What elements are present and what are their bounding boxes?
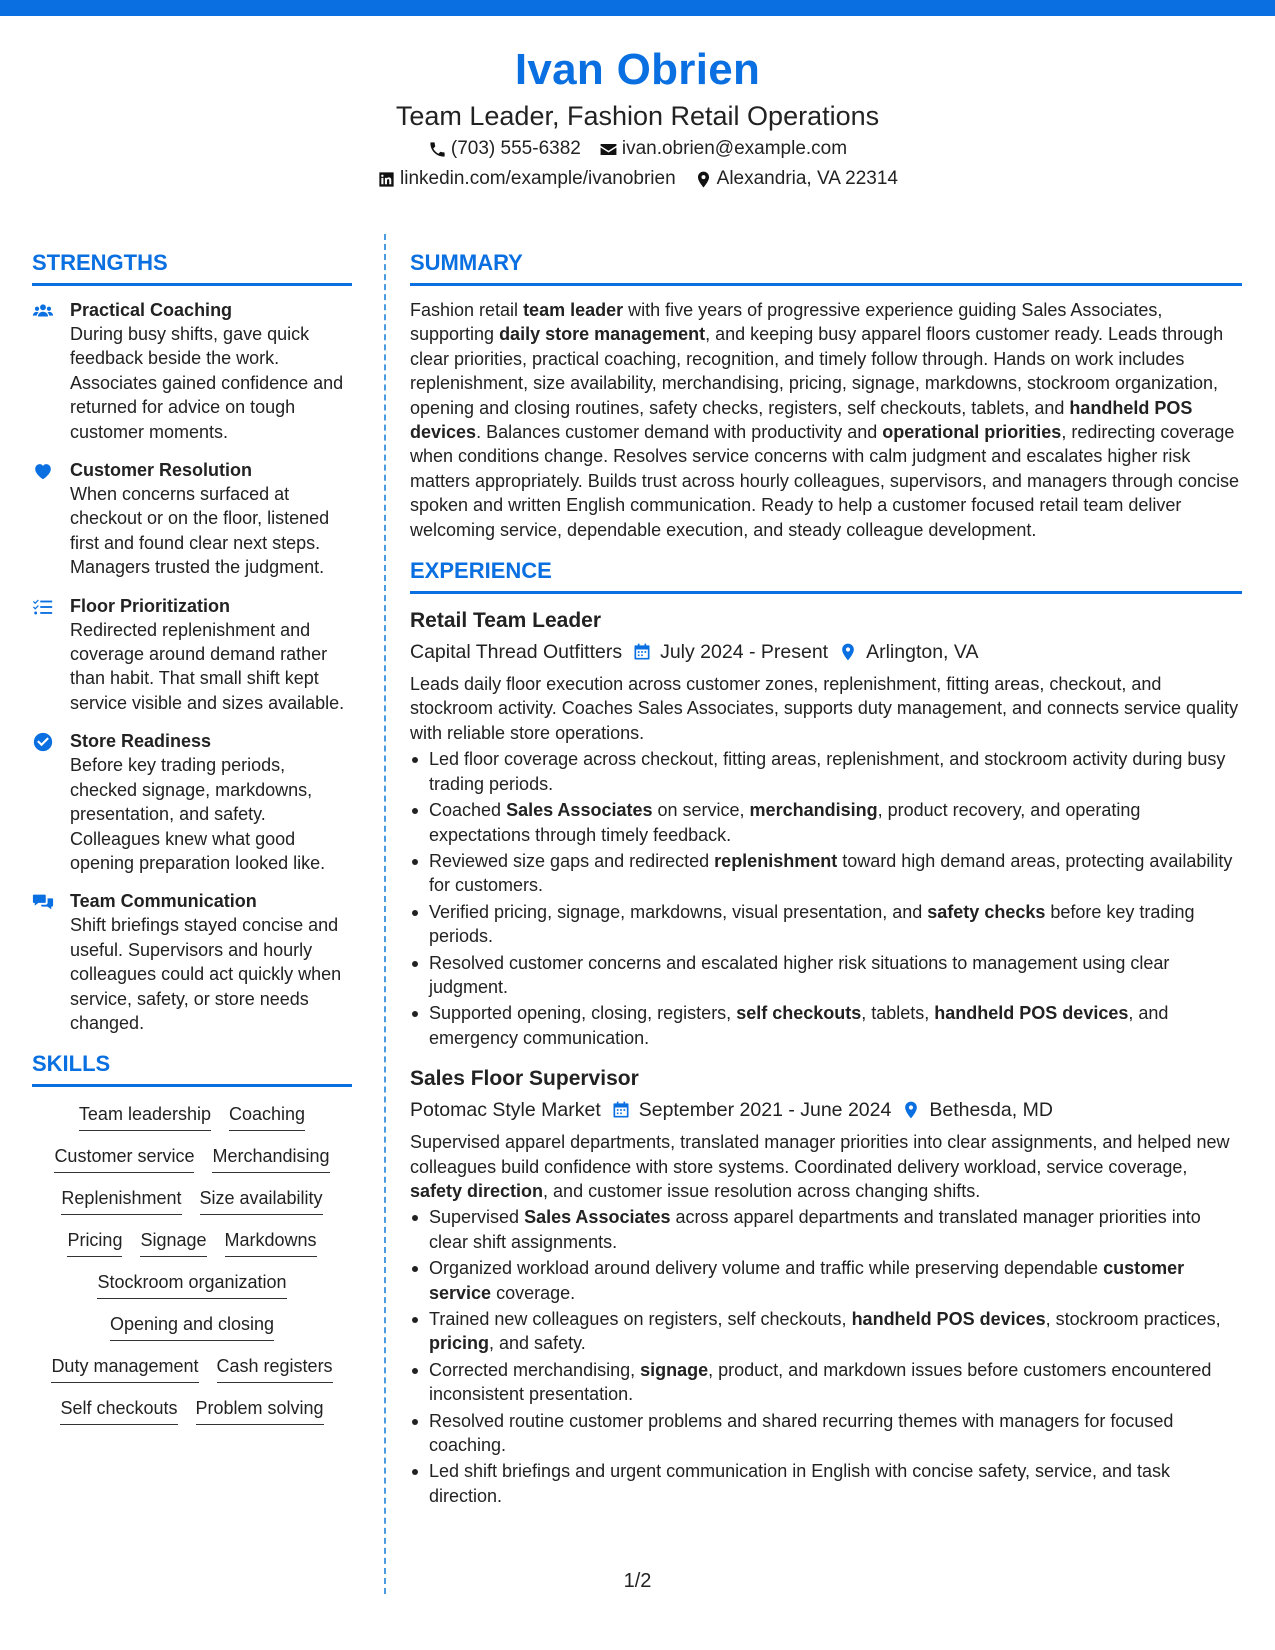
map-pin-icon [694,170,713,189]
strength-item [32,594,352,716]
bold-keyword: customer service [429,1258,1185,1303]
bold-keyword: Sales Associates [506,800,653,821]
strength-desc: Shift briefings stayed concise and useful. Supervisors and hourly colleagues could act quickly when service, safety, or store needs changed. [70,915,342,1033]
job-dates [611,1094,892,1126]
job-entry [410,606,1242,1050]
strengths-list [32,298,352,1035]
strength-text [70,729,352,875]
map-pin-icon [901,1100,921,1120]
phone-icon [428,140,447,159]
strength-item [32,889,352,1035]
linkedin-icon [377,170,396,189]
strength-desc: Redirected replenishment and coverage around demand rather than habit. That small shift kept service visible and sizes available. [70,619,345,713]
phone-text: (703) 555-6382 [450,138,581,159]
bold-keyword: handheld POS devices [851,1309,1046,1329]
bold-keyword: replenishment [714,850,838,871]
strength-text [70,298,352,444]
strength-item [32,298,352,444]
users-icon [32,298,70,444]
skills-list [32,1101,352,1425]
skill-tag: Markdowns [225,1227,317,1257]
map-pin-icon [838,642,858,662]
job-description: Supervised apparel departments, translated manager priorities into clear assignments, and helped new colleagues build confidence with store systems. Coordinated delivery workload, service coverage, safety direction, and customer issue resolution across changing shifts. [410,1132,1230,1201]
skill-tag: Size availability [200,1185,323,1215]
bold-keyword: merchandising [749,800,878,821]
job-bullet: Trained new colleagues on registers, self checkouts, handheld POS devices, stockroom practices, pricing, and safety. [410,1307,1242,1356]
job-meta [410,1094,1242,1126]
skill-tag: Opening and closing [110,1311,274,1341]
strength-title: Team Communication [70,891,257,912]
job-location [901,1094,1053,1126]
skills-heading: SKILLS [32,1049,352,1087]
job-bullet: Led floor coverage across checkout, fitting areas, replenishment, and stockroom activity during busy trading periods. [410,747,1242,796]
job-meta [410,636,1242,668]
check-circle-icon [32,729,70,875]
strength-text [70,889,352,1035]
job-dates-text: July 2024 - Present [660,641,829,664]
job-title: Sales Floor Supervisor [410,1067,639,1091]
summary-text: Fashion retail team leader with five years of progressive experience guiding Sales Associates, supporting daily store management, and keeping busy apparel floors customer ready. Leads through clear priorities, practical coaching, recognition, and timely follow through. Hands on work includes replenishment, size availability, merchandising, pricing, signage, markdowns, stockroom organization, opening and closing routines, safety checks, registers, self checkouts, tablets, and handheld POS devices. Balances customer demand with productivity and operational priorities, redirecting coverage when conditions change. Resolves service concerns with calm judgment and escalates higher risk matters appropriately. Builds trust across hourly colleagues, supervisors, and managers through concise spoken and written English communication. Ready to help a customer focused retail team deliver welcoming service, dependable execution, and steady colleague development. [410,300,1240,540]
top-accent-bar [0,0,1275,16]
job-title: Retail Team Leader [410,609,602,633]
experience-heading: EXPERIENCE [410,556,1242,594]
bold-keyword: handheld POS devices [410,397,1193,443]
skill-tag: Self checkouts [60,1395,177,1425]
strength-title: Customer Resolution [70,460,253,481]
company-name: Capital Thread Outfitters [410,641,623,664]
email-text[interactable]: ivan.obrien@example.com [621,138,848,159]
skill-tag: Problem solving [196,1395,324,1425]
job-location-text: Arlington, VA [866,641,979,664]
skill-tag: Customer service [54,1143,194,1173]
envelope-icon [599,140,618,159]
job-bullet: Resolved customer concerns and escalated higher risk situations to management using clear judgment. [410,951,1242,1000]
strength-item [32,458,352,580]
bold-keyword: safety direction [410,1180,544,1201]
list-check-icon [32,594,70,716]
page-number: 1/2 [623,1570,652,1592]
jobs-list [410,606,1242,1508]
phone-contact [428,134,581,164]
skill-tag: Cash registers [217,1353,333,1383]
skill-tag: Duty management [51,1353,198,1383]
bold-keyword: pricing [429,1333,490,1354]
strength-item [32,729,352,875]
job-bullets [410,747,1242,1050]
job-dates [632,636,828,668]
strength-text [70,594,352,716]
job-dates-text: September 2021 - June 2024 [638,1099,892,1122]
skill-tag: Pricing [67,1227,122,1257]
strength-desc: During busy shifts, gave quick feedback beside the work. Associates gained confidence and returned for advice on tough customer moments. [70,324,344,442]
left-column [32,248,352,1425]
job-bullet: Resolved routine customer problems and shared recurring themes with managers for focused coaching. [410,1409,1242,1458]
job-description: Leads daily floor execution across customer zones, replenishment, fitting areas, checkout, and stockroom activity. Coaches Sales Associates, supports duty management, and connects service quality with reliable store operations. [410,674,1239,743]
strength-desc: When concerns surfaced at checkout or on the floor, listened first and found clear next steps. Managers trusted the judgment. [70,484,330,578]
bold-keyword: Sales Associates [524,1207,671,1228]
contact-row-2 [0,164,1275,194]
skill-tag: Team leadership [79,1101,211,1131]
column-divider [384,234,386,1594]
location-text: Alexandria, VA 22314 [716,168,898,189]
skill-tag: Replenishment [61,1185,181,1215]
job-location [838,636,978,668]
job-bullet: Supervised Sales Associates across apparel departments and translated manager priorities into clear shift assignments. [410,1205,1242,1254]
location-contact [694,164,898,194]
job-bullet: Verified pricing, signage, markdowns, visual presentation, and safety checks before key trading periods. [410,900,1242,949]
job-bullet: Supported opening, closing, registers, self checkouts, tablets, handheld POS devices, and emergency communication. [410,1001,1242,1050]
summary-heading: SUMMARY [410,248,1242,286]
job-location-text: Bethesda, MD [929,1099,1053,1122]
comments-icon [32,889,70,1035]
skill-tag: Signage [140,1227,206,1257]
strength-title: Practical Coaching [70,300,233,320]
calendar-icon [632,642,652,662]
candidate-name: Ivan Obrien [514,45,761,94]
bold-keyword: daily store management [499,324,706,345]
linkedin-contact[interactable] [377,164,676,194]
job-bullet: Corrected merchandising, signage, product, and markdown issues before customers encountered inconsistent presentation. [410,1358,1242,1407]
strength-title: Store Readiness [70,731,212,752]
strength-desc: Before key trading periods, checked signage, markdowns, presentation, and safety. Colleagues knew what good opening preparation looked like. [70,755,326,873]
skill-tag: Merchandising [212,1143,329,1173]
calendar-icon [611,1100,631,1120]
job-entry [410,1064,1242,1508]
linkedin-text[interactable]: linkedin.com/example/ivanobrien [400,168,676,189]
right-column [410,248,1242,1522]
bold-keyword: safety checks [927,901,1046,922]
resume-header [0,42,1275,194]
strength-text [70,458,352,580]
strength-title: Floor Prioritization [70,595,230,616]
bold-keyword: team leader [523,300,624,320]
bold-keyword: operational priorities [882,422,1062,443]
job-bullet: Organized workload around delivery volume and traffic while preserving dependable customer service coverage. [410,1256,1242,1305]
strengths-heading: STRENGTHS [32,248,352,286]
skill-tag: Stockroom organization [97,1269,286,1299]
skill-tag: Coaching [229,1101,305,1131]
candidate-title: Team Leader, Fashion Retail Operations [395,101,880,131]
job-bullet: Reviewed size gaps and redirected replenishment toward high demand areas, protecting availability for customers. [410,849,1242,898]
heart-icon [32,458,70,580]
job-bullet: Coached Sales Associates on service, merchandising, product recovery, and operating expectations through timely feedback. [410,798,1242,847]
job-bullet: Led shift briefings and urgent communication in English with concise safety, service, and task direction. [410,1459,1242,1508]
bold-keyword: self checkouts [736,1003,862,1024]
job-bullets [410,1205,1242,1508]
bold-keyword: signage [640,1359,709,1380]
company-name: Potomac Style Market [410,1099,601,1122]
email-contact[interactable] [599,134,847,164]
bold-keyword: handheld POS devices [934,1003,1129,1024]
contact-row-1 [0,134,1275,164]
